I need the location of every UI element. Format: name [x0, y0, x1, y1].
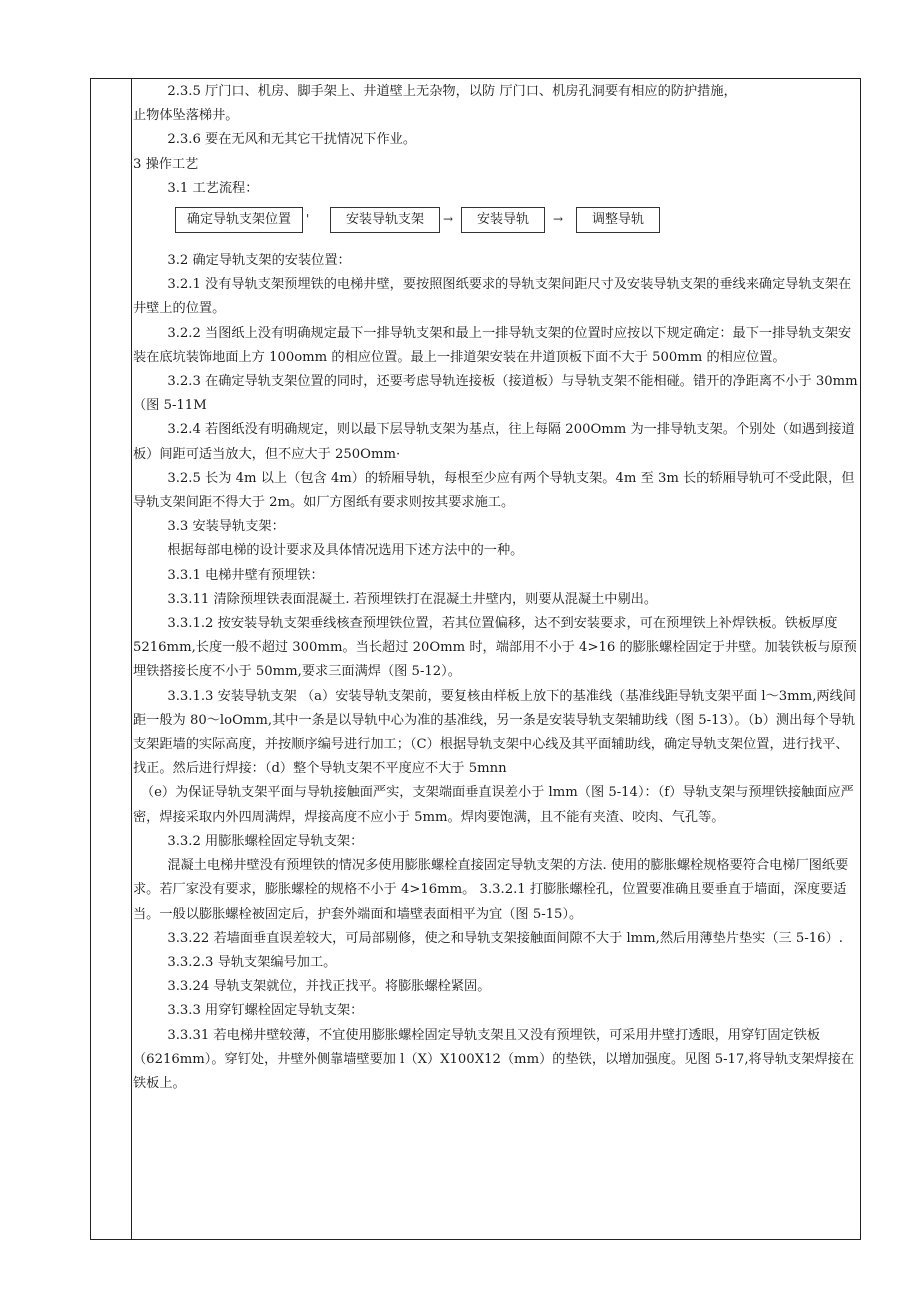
para-3-3-1-3: 3.3.1.3 安装导轨支架 （a）安装导轨支架前，要复核由样板上放下的基准线（基准线距导轨支架平面 l～3mm,两线间距一般为 80～loOmm,其中一条是以导轨中心为准的基准线，另一条是安装导轨支架辅助线（图 5-13）。（b）测出每个导轨支架距墙的实际高度，并按顺序编号进行加工；（C）根据导轨支架中心线及其平面辅助线，确定导轨支架位置，进行找平、找正。然后进行焊接：（d）整个导轨支架不平度应不大于 5mnn	[133, 688, 856, 777]
para-3-3-2-2: 3.3.22 若墙面垂直误差较大，可局部剔修，使之和导轨支架接触面间隙不大于 lmm,然后用薄垫片垫实（三 5-16）.	[167, 930, 843, 946]
column-divider	[131, 78, 132, 1240]
para-3-3-intro: 根据每部电梯的设计要求及具体情况选用下述方法中的一种。	[167, 543, 524, 559]
flow-arrow-1: '	[306, 212, 310, 227]
para-2-3-5: 2.3.5 厅门口、机房、脚手架上、井道壁上无杂物，以防 厅门口、机房孔洞要有相应的防护措施，	[167, 84, 737, 99]
flow-arrow-3: →	[553, 212, 564, 227]
para-3-2-3: 3.2.3 在确定导轨支架位置的同时，还要考虑导轨连接板（接道板）与导轨支架不能相碰。错开的净距离不小于 30mm（图 5-11M	[133, 374, 858, 414]
flow-arrow-2: →	[443, 212, 454, 227]
flow-step-4: 调整导轨	[576, 207, 660, 233]
para-3-2-1: 3.2.1 没有导轨支架预埋铁的电梯井壁，要按照图纸要求的导轨支架间距尺寸及安装导轨支架的垂线来确定导轨支架在井壁上的位置。	[133, 277, 852, 317]
process-flow	[133, 201, 858, 241]
para-3-3-1-3-cont: （e）为保证导轨支架平面与导轨接触面严实，支架端面垂直误差小于 lmm（图 5-14）：（f）导轨支架与预埋铁接触面应严密，焊接采取内外四周满焊，焊接高度不应小于 5mm。焊肉要饱满，且不能有夹渣、咬肉、气孔等。	[133, 785, 854, 825]
flow-step-2: 安装导轨支架	[330, 207, 440, 233]
para-3-3-2-intro: 混凝土电梯井壁没有预埋铁的情况多使用膨胀螺栓直接固定导轨支架的方法. 使用的膨胀螺栓规格要符合电梯厂图纸要求。若厂家没有要求，膨胀螺栓的规格不小于 4>16mm。 3.3.2.1 打膨胀螺栓孔，位置要准确且要垂直于墙面，深度要适当。一般以膨胀螺栓被固定后，护套外端面和墙壁表面相平为宜（图 5-15）。	[133, 858, 849, 922]
para-3-3-3: 3.3.3 用穿钉螺栓固定导轨支架：	[167, 1003, 364, 1019]
section-heading-3: 3 操作工艺	[133, 156, 199, 172]
para-3-2-4: 3.2.4 若图纸没有明确规定，则以最下层导轨支架为基点，往上每隔 200Omm 为一排导轨支架。个别处（如遇到接道板）间距可适当放大，但不应大于 250Omm·	[133, 422, 855, 462]
para-2-3-6: 2.3.6 要在无风和无其它干扰情况下作业。	[167, 132, 417, 148]
para-3-1: 3.1 工艺流程：	[167, 180, 259, 196]
para-3-3: 3.3 安装导轨支架：	[167, 519, 285, 535]
flow-step-3: 安装导轨	[461, 207, 545, 233]
para-3-3-2-3: 3.3.2.3 导轨支架编号加工。	[167, 954, 337, 970]
flow-step-1: 确定导轨支架位置	[175, 207, 303, 233]
para-3-3-1: 3.3.1 电梯井壁有预埋铁：	[167, 567, 324, 583]
para-2-3-5-cont: 止物体坠落梯井。	[133, 108, 239, 124]
para-3-2-5: 3.2.5 长为 4m 以上（包含 4m）的轿厢导轨，每根至少应有两个导轨支架。4m 至 3m 长的轿厢导轨可不受此限，但导轨支架间距不得大于 2m。如厂方图纸有要求则按其要求施工。	[133, 470, 855, 511]
para-3-2-2: 3.2.2 当图纸上没有明确规定最下一排导轨支架和最上一排导轨支架的位置时应按以下规定确定：最下一排导轨支架安装在底坑装饰地面上方 100omm 的相应位置。最上一排道架安装在井道顶板下面不大于 500mm 的相应位置。	[133, 325, 852, 365]
para-3-2: 3.2 确定导轨支架的安装位置：	[167, 253, 351, 269]
para-3-3-1-2: 3.3.1.2 按安装导轨支架垂线核查预埋铁位置，若其位置偏移，达不到安装要求，可在预埋铁上补焊铁板。铁板厚度 5216mm,长度一般不超过 300mm。当长超过 20Omm 时，端部用不小于 4>16 的膨胀螺栓固定于井壁。加装铁板与原预埋铁搭接长度不小于 50mm,要求三面满焊（图 5-12）。	[133, 616, 857, 680]
para-3-3-2: 3.3.2 用膨胀螺栓固定导轨支架：	[167, 833, 364, 849]
document-body	[133, 78, 858, 1096]
para-3-3-2-4: 3.3.24 导轨支架就位，并找正找平。将膨胀螺栓紧固。	[167, 979, 491, 995]
para-3-3-1-1: 3.3.11 清除预埋铁表面混凝土. 若预埋铁打在混凝土井壁内，则要从混凝土中剔出。	[167, 591, 658, 607]
para-3-3-3-1: 3.3.31 若电梯井壁较薄，不宜使用膨胀螺栓固定导轨支架且又没有预埋铁，可采用井壁打透眼，用穿钉固定铁板（6216mm）。穿钉处，井壁外侧靠墙壁要加 l（X）X100X12（mm）的垫铁，以增加强度。见图 5-17,将导轨支架焊接在铁板上。	[133, 1027, 855, 1091]
